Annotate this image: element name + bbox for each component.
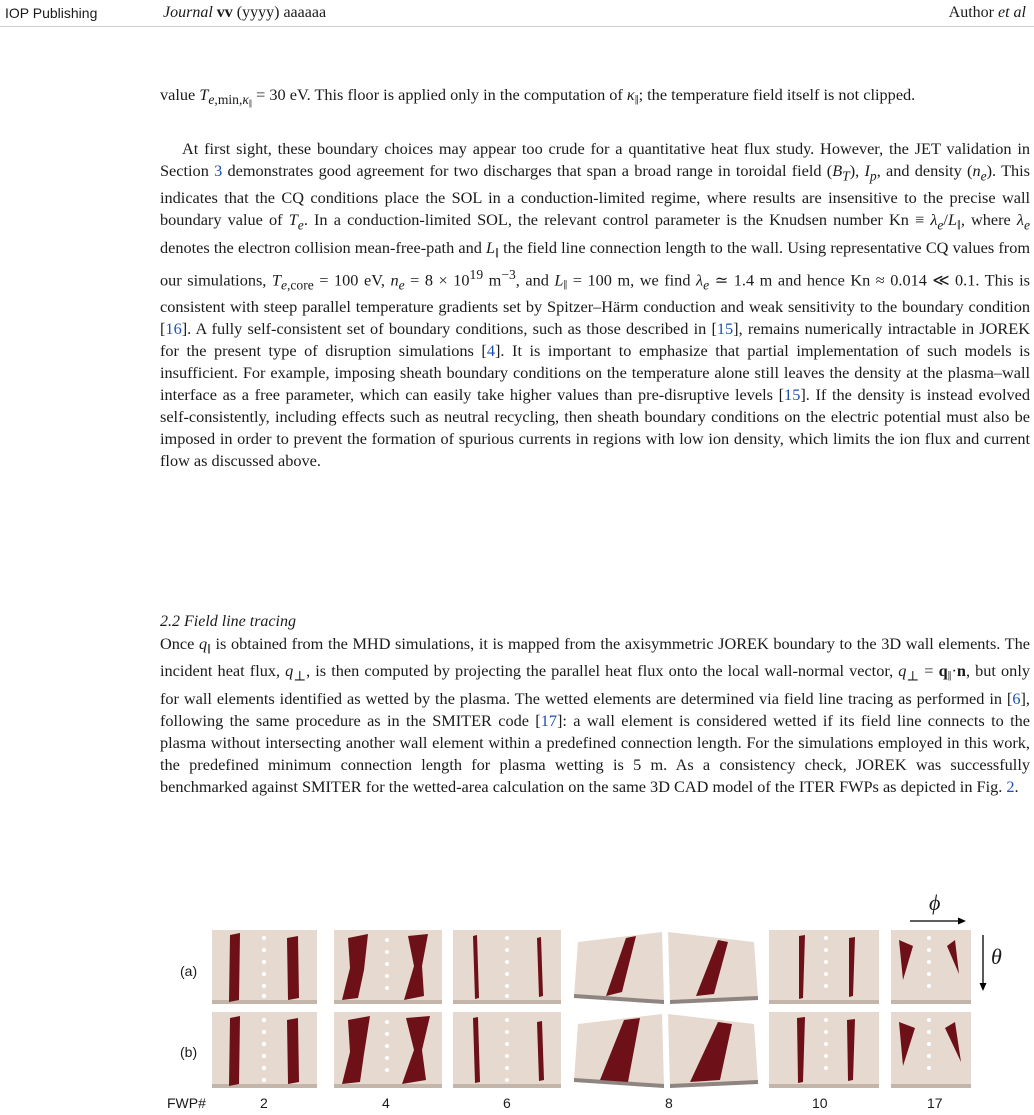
fwp-number: 17 [927,1095,943,1111]
publisher-name: IOP Publishing [5,5,98,21]
fwp-number: 2 [260,1095,268,1111]
fwp-panel-b-8 [572,1008,762,1092]
citation-link[interactable]: 2 [1006,776,1015,796]
fwp-axis-label: FWP# [167,1095,206,1111]
fwp-panel-a-8 [572,928,762,1008]
row-label-b: (b) [180,1044,198,1060]
running-header [0,0,1034,27]
citation-link[interactable]: 3 [214,161,223,180]
theta-arrow-icon [978,933,988,993]
fwp-number: 10 [812,1095,828,1111]
paragraph-3: Once $q_‖$ is obtained from the MHD simulations, it is mapped from the axisymmetric JOREK boundary to the 3D wall elements. The incident heat flux, $q_\perp$, is then computed by projecting the parallel heat flux onto the local wall-normal vector, $q_\perp = q_‖\cdot n$, but only for wall elements identified as wetted by the plasma. The wetted elements are determined via field line tracing as performed in [6], following the same procedure as in the SMITER code [17]: a wall element is considered wetted if its field line connects to the plasma without intersecting another wall element within a predefined connection length. For the simulations employed in this work, the predefined minimum connection length for plasma wetting is 5 m. As a consistency check, JOREK was successfully benchmarked against SMITER for the wetted-area calculation on the same 3D CAD model of the ITER FWPs as depicted in Fig. 2. [160,634,1030,796]
fwp-panel-a-6 [453,930,561,1004]
fwp-panel-b-4 [334,1012,442,1088]
author-name: Author et al [948,4,1026,21]
citation-link[interactable]: 15 [716,319,734,339]
fwp-panel-b-10 [769,1012,879,1088]
citation-link[interactable]: 4 [486,341,495,361]
fwp-panel-b-2 [212,1012,317,1088]
phi-label: ϕ [929,890,941,915]
theta-label: θ [991,944,1002,969]
fwp-panel-a-2 [212,930,317,1004]
fwp-panel-a-10 [769,930,879,1004]
figure-fwp-wetted-area [160,888,1030,1115]
citation-link[interactable]: 15 [784,385,801,405]
paragraph-2: At first sight, these boundary choices may appear too crude for a quantitative heat flux study. However, the JET validation in Section 3 demonstrates good agreement for two discharges that span a broad range in toroidal field $(B_T)$, $I_p$, and density $(n_e)$. This indicates that the CQ conditions place the SOL in a conduction-limited regime, where results are insensitive to the precise wall boundary value of $T_e$. In a conduction-limited SOL, the relevant control parameter is the Knudsen number $Kn \equiv \lambda_e/L_‖$, where $\lambda_e$ denotes the electron collision mean-free-path and $L_‖$ the field line connection length to the wall. Using representative CQ values from our simulations, $T_{e,core} = 100$ eV, $n_e = 8 \times 10^{19}$ $m^{-3}$, and $L_‖ = 100$ m, we find $\lambda_e$ ≃ 1.4 m and hence Kn ≈ 0.014 ≪ 0.1. This is consistent with steep parallel temperature gradients set by Spitzer–Härm conduction and weak sensitivity to the boundary condition [16]. A fully self-consistent set of boundary conditions, such as those described in [15], remains numerically intractable in JOREK for the present type of disruption simulations [4]. It is important to emphasize that partial implementation of such models is insufficient. For example, imposing sheath boundary conditions on the temperature alone still leaves the density at the plasma–wall interface as a free parameter, which can easily take higher values than pre-disruptive levels [15]. If the density is instead evolved self-consistently, including effects such as neutral recycling, then sheath boundary conditions on the electric potential must also be imposed in order to prevent the formation of spurious currents in regions with low ion density, which limits the ion flux and current flow as discussed above. [160,139,1031,471]
row-label-a: (a) [180,963,198,979]
paragraph-1: value $T_{e,min,\kappa_‖} = 30$ eV. This floor is applied only in the computation of $\kappa_‖$; the temperature field itself is not clipped. [160,85,916,111]
fwp-panel-b-17 [891,1012,971,1088]
fwp-panel-a-4 [334,930,442,1004]
citation-link[interactable]: 6 [1012,688,1021,708]
journal-reference: Journal vv (yyyy) aaaaaa [163,4,327,21]
phi-arrow-icon [908,916,968,926]
citation-link[interactable]: 16 [165,319,182,339]
fwp-panel-a-17 [891,930,971,1004]
fwp-number: 8 [665,1095,673,1111]
fwp-number: 6 [503,1095,511,1111]
section-heading: 2.2 Field line tracing [160,613,296,630]
fwp-number: 4 [382,1095,390,1111]
fwp-panel-b-6 [453,1012,561,1088]
citation-link[interactable]: 17 [540,710,558,730]
